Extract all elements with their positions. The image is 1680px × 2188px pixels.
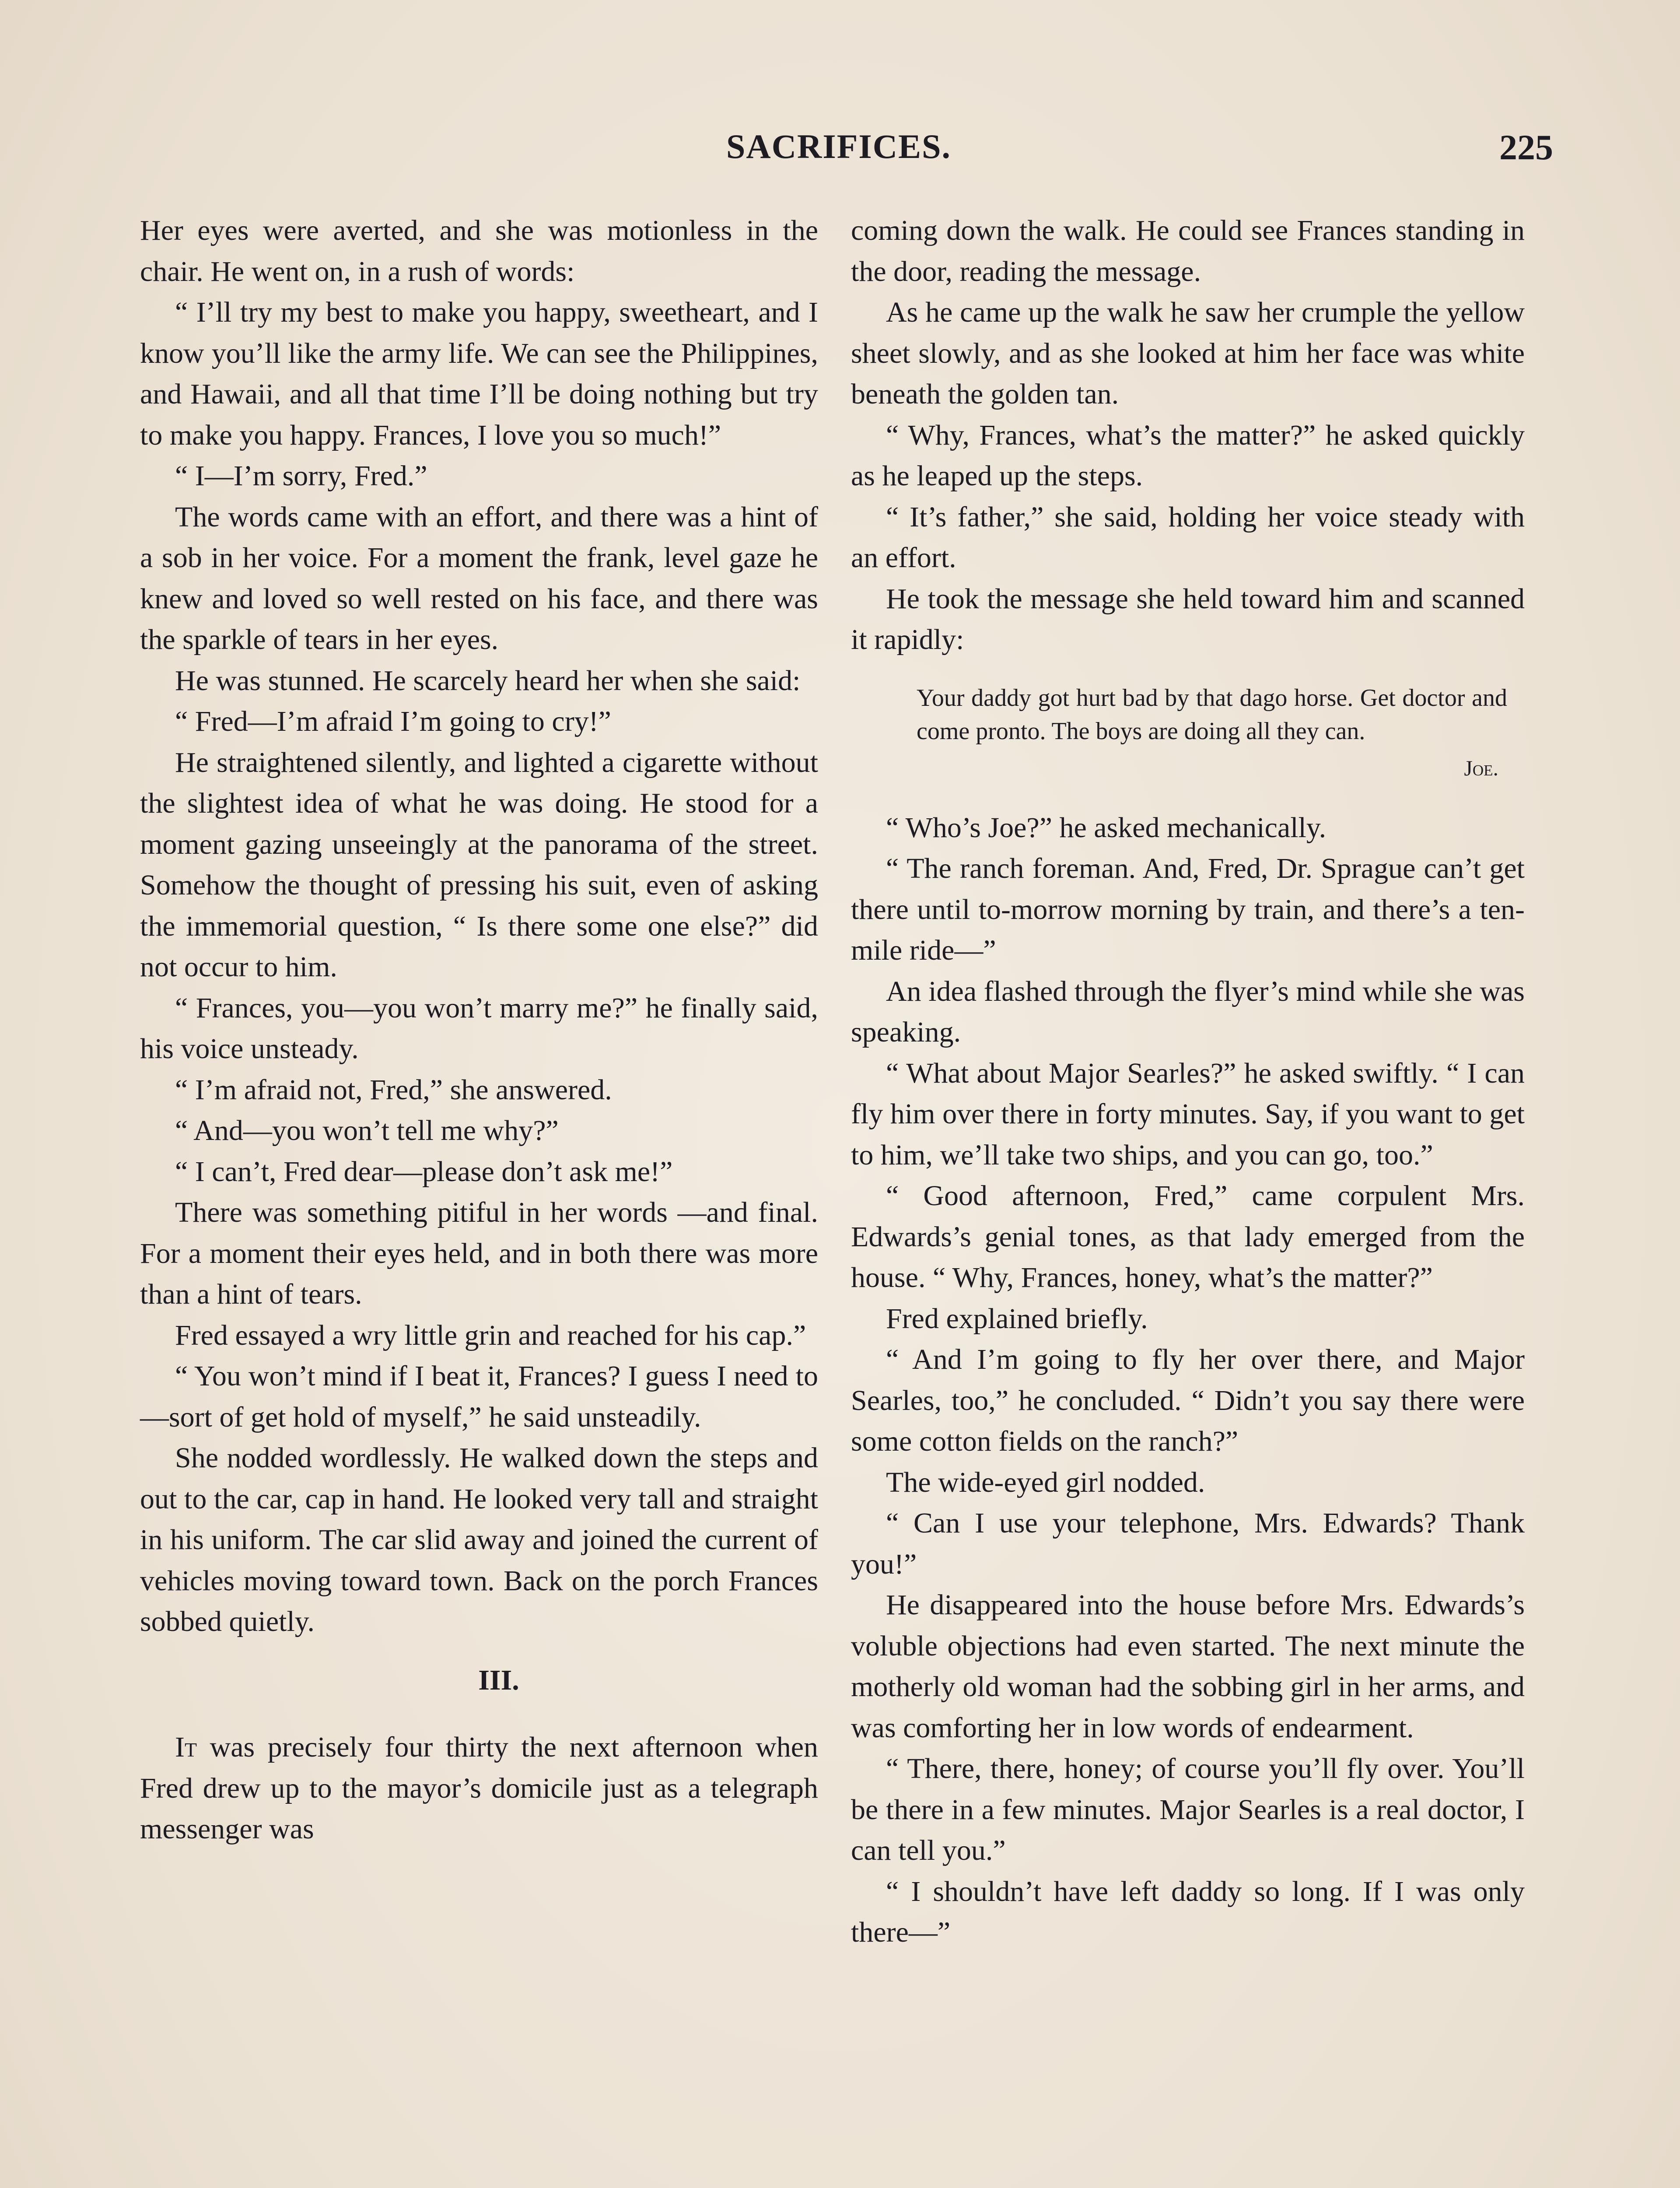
section-heading-text: III.: [478, 1664, 519, 1696]
paragraph: She nodded wordlessly. He walked down the steps and out to the car, cap in hand. He looked very tall and straight in his uniform. The car slid away and joined the current of vehicles moving toward town. Back on the porch Frances sobbed quietly.: [140, 1442, 818, 1637]
running-head: [0, 127, 1680, 179]
paragraph: “ Can I use your telephone, Mrs. Edwards? Thank you!”: [851, 1507, 1525, 1580]
left-column: [140, 210, 818, 1850]
paragraph: “ I’ll try my best to make you happy, sweetheart, and I know you’ll like the army life. We can see the Philippines, and Hawaii, and all that time I’ll be doing nothing but try to make you happy. Frances, I love you so much!”: [140, 296, 818, 451]
telegram-message: [851, 681, 1525, 785]
paragraph: Fred essayed a wry little grin and reached for his cap.”: [175, 1319, 806, 1351]
small-caps-lead: It: [175, 1731, 197, 1763]
paragraph: Her eyes were averted, and she was motionless in the chair. He went on, in a rush of words:: [140, 214, 818, 288]
paragraph: An idea flashed through the flyer’s mind while she was speaking.: [851, 975, 1525, 1048]
paragraph: coming down the walk. He could see Frances standing in the door, reading the message.: [851, 214, 1525, 288]
section-opening-paragraph: [140, 1727, 818, 1850]
running-title: SACRIFICES.: [726, 127, 951, 165]
paragraph: “ And I’m going to fly her over there, and Major Searles, too,” he concluded. “ Didn’t you say there were some cotton fields on the ranch?”: [851, 1343, 1525, 1457]
paragraph: Fred explained briefly.: [886, 1302, 1148, 1335]
paragraph: “ There, there, honey; of course you’ll fly over. You’ll be there in a few minutes. Major Searles is a real doctor, I can tell you.”: [851, 1753, 1525, 1866]
paragraph: “ And—you won’t tell me why?”: [175, 1115, 559, 1147]
telegram-signature: Joe.: [1464, 755, 1498, 780]
paragraph: “ It’s father,” she said, holding her voice steady with an effort.: [851, 501, 1525, 574]
paragraph: There was something pitiful in her words —and final. For a moment their eyes held, and in both there was more than a hint of tears.: [140, 1196, 818, 1310]
paragraph: “ I’m afraid not, Fred,” she answered.: [175, 1073, 612, 1106]
paragraph: He straightened silently, and lighted a cigarette without the slightest idea of what he was doing. He stood for a moment gazing unseeingly at the panorama of the street. Somehow the thought of pressing his suit, even of asking the immemorial question, “ Is there some one else?” did not occur to him.: [140, 746, 818, 983]
section-heading: [140, 1660, 818, 1701]
paragraph: “ Good afternoon, Fred,” came corpulent Mrs. Edwards’s genial tones, as that lady emerged from the house. “ Why, Frances, honey, what’s the matter?”: [851, 1180, 1525, 1294]
paragraph: “ What about Major Searles?” he asked swiftly. “ I can fly him over there in forty minutes. Say, if you want to get to him, we’ll take two ships, and you can go, too.”: [851, 1057, 1525, 1171]
paragraph: “ Who’s Joe?” he asked mechanically.: [886, 811, 1326, 844]
paragraph: As he came up the walk he saw her crumple the yellow sheet slowly, and as she looked at him her face was white beneath the golden tan.: [851, 296, 1525, 410]
paragraph: He took the message she held toward him and scanned it rapidly:: [851, 582, 1525, 656]
paragraph: “ Frances, you—you won’t marry me?” he finally said, his voice unsteady.: [140, 992, 818, 1065]
paragraph: He disappeared into the house before Mrs. Edwards’s voluble objections had even started. The next minute the motherly old woman had the sobbing girl in her arms, and was comforting her in low words of endearment.: [851, 1589, 1525, 1744]
paragraph: “ You won’t mind if I beat it, Frances? I guess I need to—sort of get hold of myself,” he said unsteadily.: [140, 1360, 818, 1433]
right-column: [851, 210, 1525, 1953]
paragraph: “ I can’t, Fred dear—please don’t ask me!”: [175, 1155, 673, 1188]
paragraph: “ Why, Frances, what’s the matter?” he asked quickly as he leaped up the steps.: [851, 419, 1525, 492]
section-opening-text: was precisely four thirty the next afternoon when Fred drew up to the mayor’s domicile just as a telegraph messenger was: [140, 1731, 818, 1845]
paragraph: The wide-eyed girl nodded.: [886, 1466, 1205, 1498]
paragraph: “ Fred—I’m afraid I’m going to cry!”: [175, 705, 611, 737]
telegram-body: Your daddy got hurt bad by that dago horse. Get doctor and come pronto. The boys are doing all they can.: [917, 684, 1507, 745]
paragraph: “ The ranch foreman. And, Fred, Dr. Sprague can’t get there until to-morrow morning by train, and there’s a ten-mile ride—”: [851, 852, 1525, 966]
paragraph: “ I—I’m sorry, Fred.”: [175, 460, 427, 492]
paragraph: The words came with an effort, and there was a hint of a sob in her voice. For a moment the frank, level gaze he knew and loved so well rested on his face, and there was the sparkle of tears in her eyes.: [140, 501, 818, 656]
page-number: 225: [1499, 127, 1553, 167]
paragraph: “ I shouldn’t have left daddy so long. If I was only there—”: [851, 1875, 1525, 1948]
paragraph: He was stunned. He scarcely heard her when she said:: [175, 664, 801, 697]
